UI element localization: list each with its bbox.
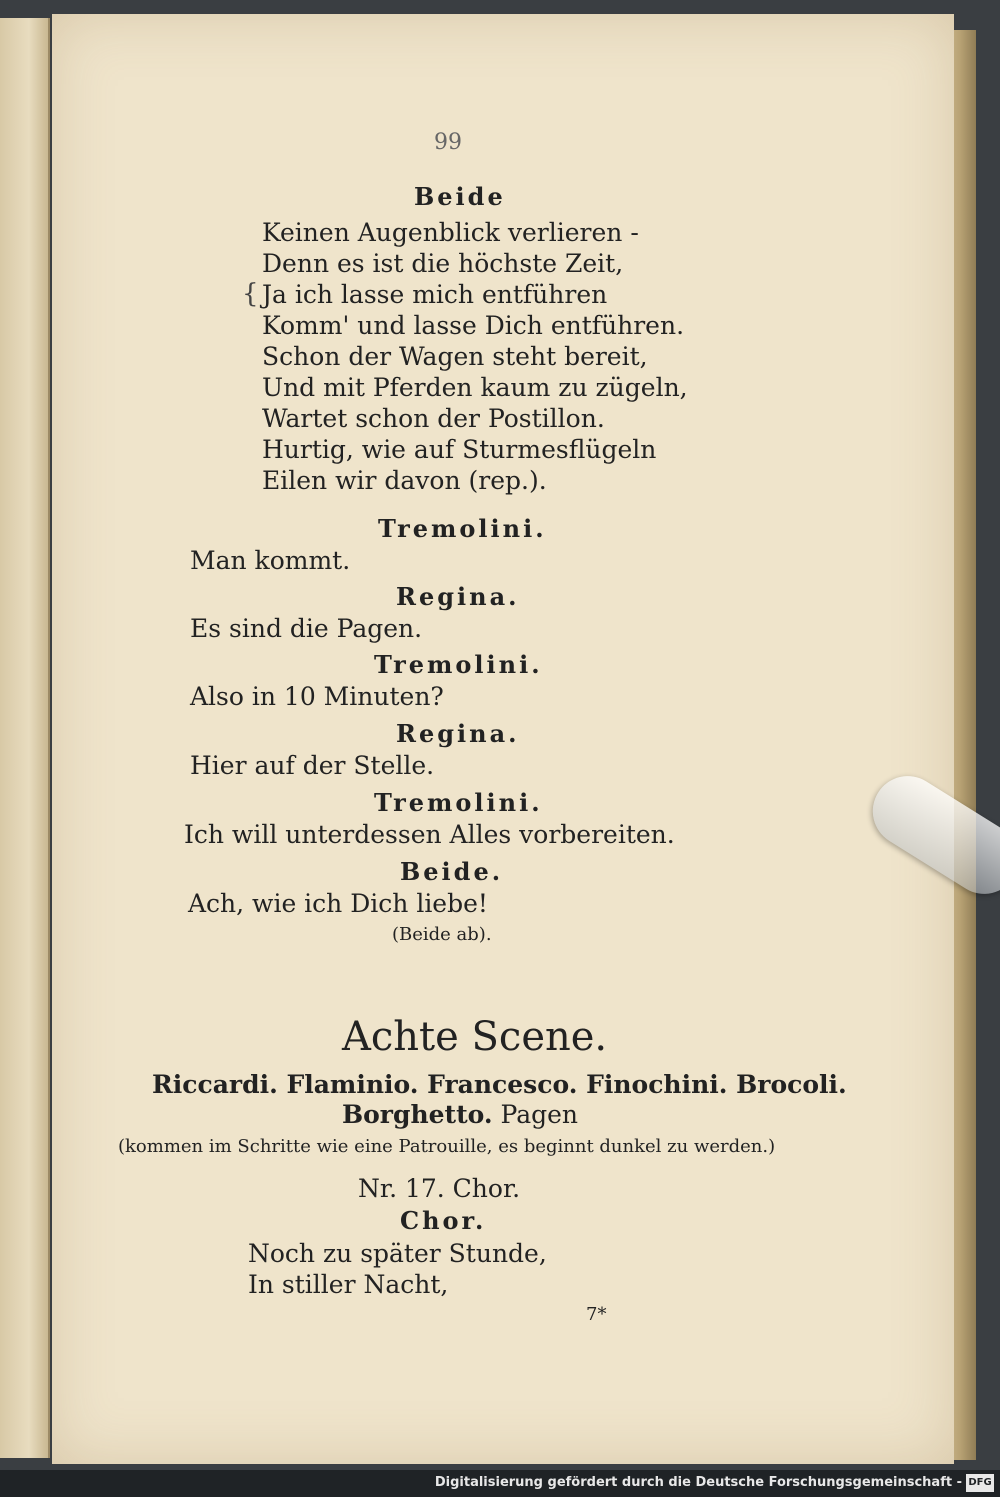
verse-brace: { [242, 279, 259, 309]
speaker-name: Beide. [400, 857, 504, 886]
speaker-beide: Beide [414, 182, 506, 211]
chorus-line: Noch zu später Stunde, [248, 1239, 547, 1268]
footer-credit: Digitalisierung gefördert durch die Deutsche Forschungsgemeinschaft - [434, 1475, 962, 1490]
cast-name: Borghetto. [342, 1100, 493, 1129]
number-title: Nr. 17. Chor. [358, 1174, 521, 1203]
scene-title: Achte Scene. [342, 1014, 608, 1060]
verse-line: Hurtig, wie auf Sturmesflügeln [262, 435, 657, 464]
verse-line: Eilen wir davon (rep.). [262, 466, 547, 495]
verse-line: Schon der Wagen steht bereit, [262, 342, 648, 371]
cast-list-second-line [342, 1100, 578, 1129]
signature-mark: 7* [586, 1304, 607, 1325]
speaker-name: Tremolini. [378, 514, 547, 543]
verse-line: Komm' und lasse Dich entführen. [262, 311, 685, 340]
dialogue-line: Ach, wie ich Dich liebe! [188, 889, 488, 918]
verse-line: Ja ich lasse mich entführen [262, 280, 608, 309]
verse-line: Denn es ist die höchste Zeit, [262, 249, 624, 278]
verse-line: Wartet schon der Postillon. [262, 404, 605, 433]
footer-bar [0, 1470, 1000, 1497]
speaker-name: Regina. [396, 582, 520, 611]
dialogue-line: Es sind die Pagen. [190, 614, 423, 643]
stage-direction: (kommen im Schritte wie eine Patrouille, es beginnt dunkel zu werden.) [118, 1136, 776, 1157]
book-page [52, 14, 954, 1464]
cast-pagen: Pagen [500, 1100, 579, 1129]
page-number: 99 [434, 130, 462, 155]
dialogue-line: Also in 10 Minuten? [190, 682, 444, 711]
dialogue-line: Man kommt. [190, 546, 351, 575]
chorus-speaker: Chor. [400, 1206, 487, 1235]
stage-exit: (Beide ab). [392, 924, 492, 945]
chorus-line: In stiller Nacht, [248, 1270, 449, 1299]
speaker-name: Tremolini. [374, 788, 543, 817]
speaker-name: Tremolini. [374, 650, 543, 679]
speaker-name: Regina. [396, 719, 520, 748]
dfg-logo[interactable]: DFG [966, 1474, 994, 1492]
dialogue-line: Hier auf der Stelle. [190, 751, 435, 780]
verse-line: Und mit Pferden kaum zu zügeln, [262, 373, 688, 402]
dialogue-line: Ich will unterdessen Alles vorbereiten. [184, 820, 675, 849]
cast-list: Riccardi. Flaminio. Francesco. Finochini. Brocoli. [152, 1070, 847, 1099]
previous-page-edge [0, 18, 50, 1458]
verse-line: Keinen Augenblick verlieren - [262, 218, 639, 247]
